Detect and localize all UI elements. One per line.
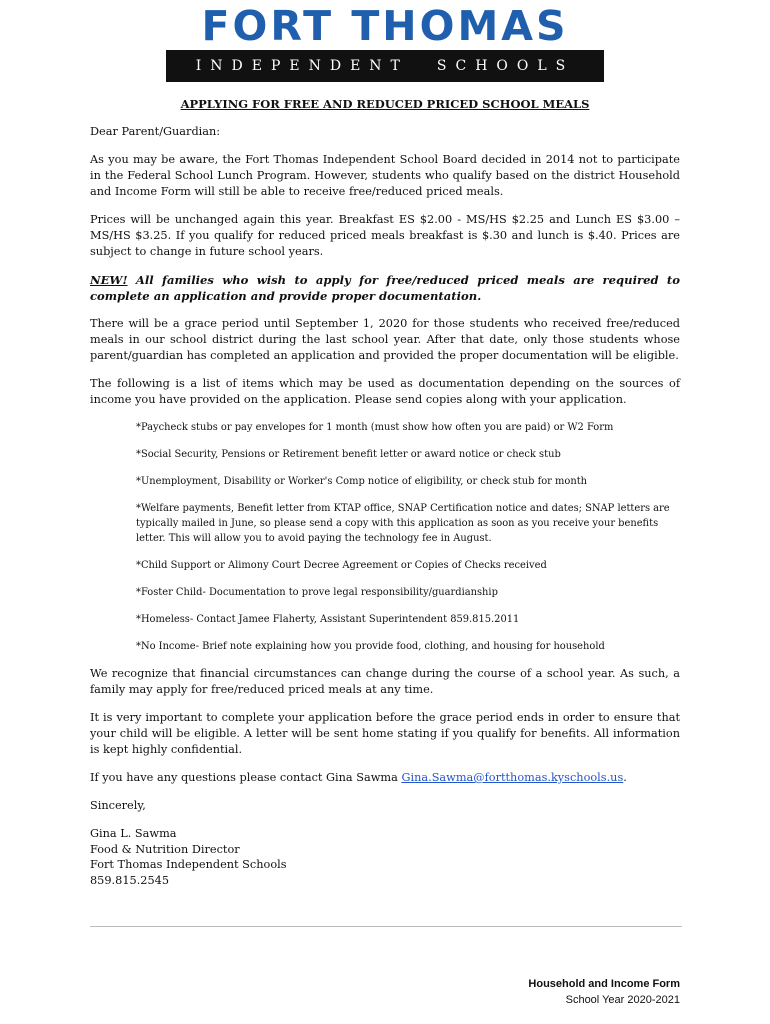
signature-block [90,826,680,888]
list-item: *Social Security, Pensions or Retirement benefit letter or award notice or check stub [136,449,561,460]
signature-name: Gina L. Sawma [90,827,177,840]
logo-subtitle-bar [166,50,604,82]
letter-title: APPLYING FOR FREE AND REDUCED PRICED SCHOOL MEALS [180,97,590,111]
paragraph-new-requirement [90,272,680,304]
list-item: *Welfare payments, Benefit letter from KTAP office, SNAP Certification notice and dates; SNAP letters are typically mailed in June, so please send a copy with this application as soon as you receive your benefits letter. This will allow you to avoid paying the technology fee in August. [136,503,670,544]
new-label: NEW! [90,273,128,287]
signature-title: Food & Nutrition Director [90,842,240,856]
list-item: *Homeless- Contact Jamee Flaherty, Assistant Superintendent 859.815.2011 [136,614,520,625]
list-item: *Unemployment, Disability or Worker's Comp notice of eligibility, or check stub for month [136,476,588,487]
letter-body [90,96,680,888]
paragraph-documentation: The following is a list of items which may be used as documentation depending on the sources of income you have provided on the application. Please send copies along with your application. [90,377,680,406]
paragraph-prices: Prices will be unchanged again this year. Breakfast ES $2.00 - MS/HS $2.25 and Lunch ES $3.00 – MS/HS $3.25. If you qualify for reduced priced meals breakfast is $.30 and lunch is $.40. Prices are subject to change in future school years. [90,213,680,258]
logo-subtitle-left: INDEPENDENT [195,58,409,74]
paragraph-importance: It is very important to complete your application before the grace period ends in order to ensure that your child will be eligible. A letter will be sent home stating if you qualify for benefits. All information is kept highly confidential. [90,711,680,756]
paragraph-contact [90,770,680,786]
contact-email-link[interactable]: Gina.Sawma@fortthomas.kyschools.us [401,771,624,784]
signature-organization: Fort Thomas Independent Schools [90,858,287,871]
list-item: *Foster Child- Documentation to prove legal responsibility/guardianship [136,587,498,598]
list-item: *No Income- Brief note explaining how you provide food, clothing, and housing for household [136,641,605,652]
contact-prefix: If you have any questions please contact Gina Sawma [90,771,402,784]
greeting: Dear Parent/Guardian: [90,125,221,138]
contact-suffix: . [623,771,627,784]
logo-title: FORT THOMAS [201,2,569,50]
page-footer [528,976,680,1008]
new-text: All families who wish to apply for free/reduced priced meals are required to complete an application and provide proper documentation. [90,273,680,303]
list-item: *Child Support or Alimony Court Decree Agreement or Copies of Checks received [136,560,547,571]
divider [90,926,682,927]
signature-phone: 859.815.2545 [90,873,170,887]
district-logo [166,2,604,82]
footer-form-name: Household and Income Form [528,978,680,990]
documentation-list [136,420,680,654]
paragraph-grace-period: There will be a grace period until September 1, 2020 for those students who received free/reduced meals in our school district during the last school year. After that date, only those students whose parent/guardian has completed an application and provided the proper documentation will be eligible. [90,317,680,362]
paragraph-board-decision: As you may be aware, the Fort Thomas Independent School Board decided in 2014 not to participate in the Federal School Lunch Program. However, students who qualify based on the district Household and Income Form will still be able to receive free/reduced priced meals. [90,153,680,198]
closing: Sincerely, [90,799,146,812]
footer-school-year: School Year 2020-2021 [565,994,680,1006]
paragraph-financial-change: We recognize that financial circumstances can change during the course of a school year. As such, a family may apply for free/reduced priced meals at any time. [90,667,680,696]
logo-subtitle-right: SCHOOLS [436,58,575,74]
list-item: *Paycheck stubs or pay envelopes for 1 month (must show how often you are paid) or W2 Form [136,422,614,433]
